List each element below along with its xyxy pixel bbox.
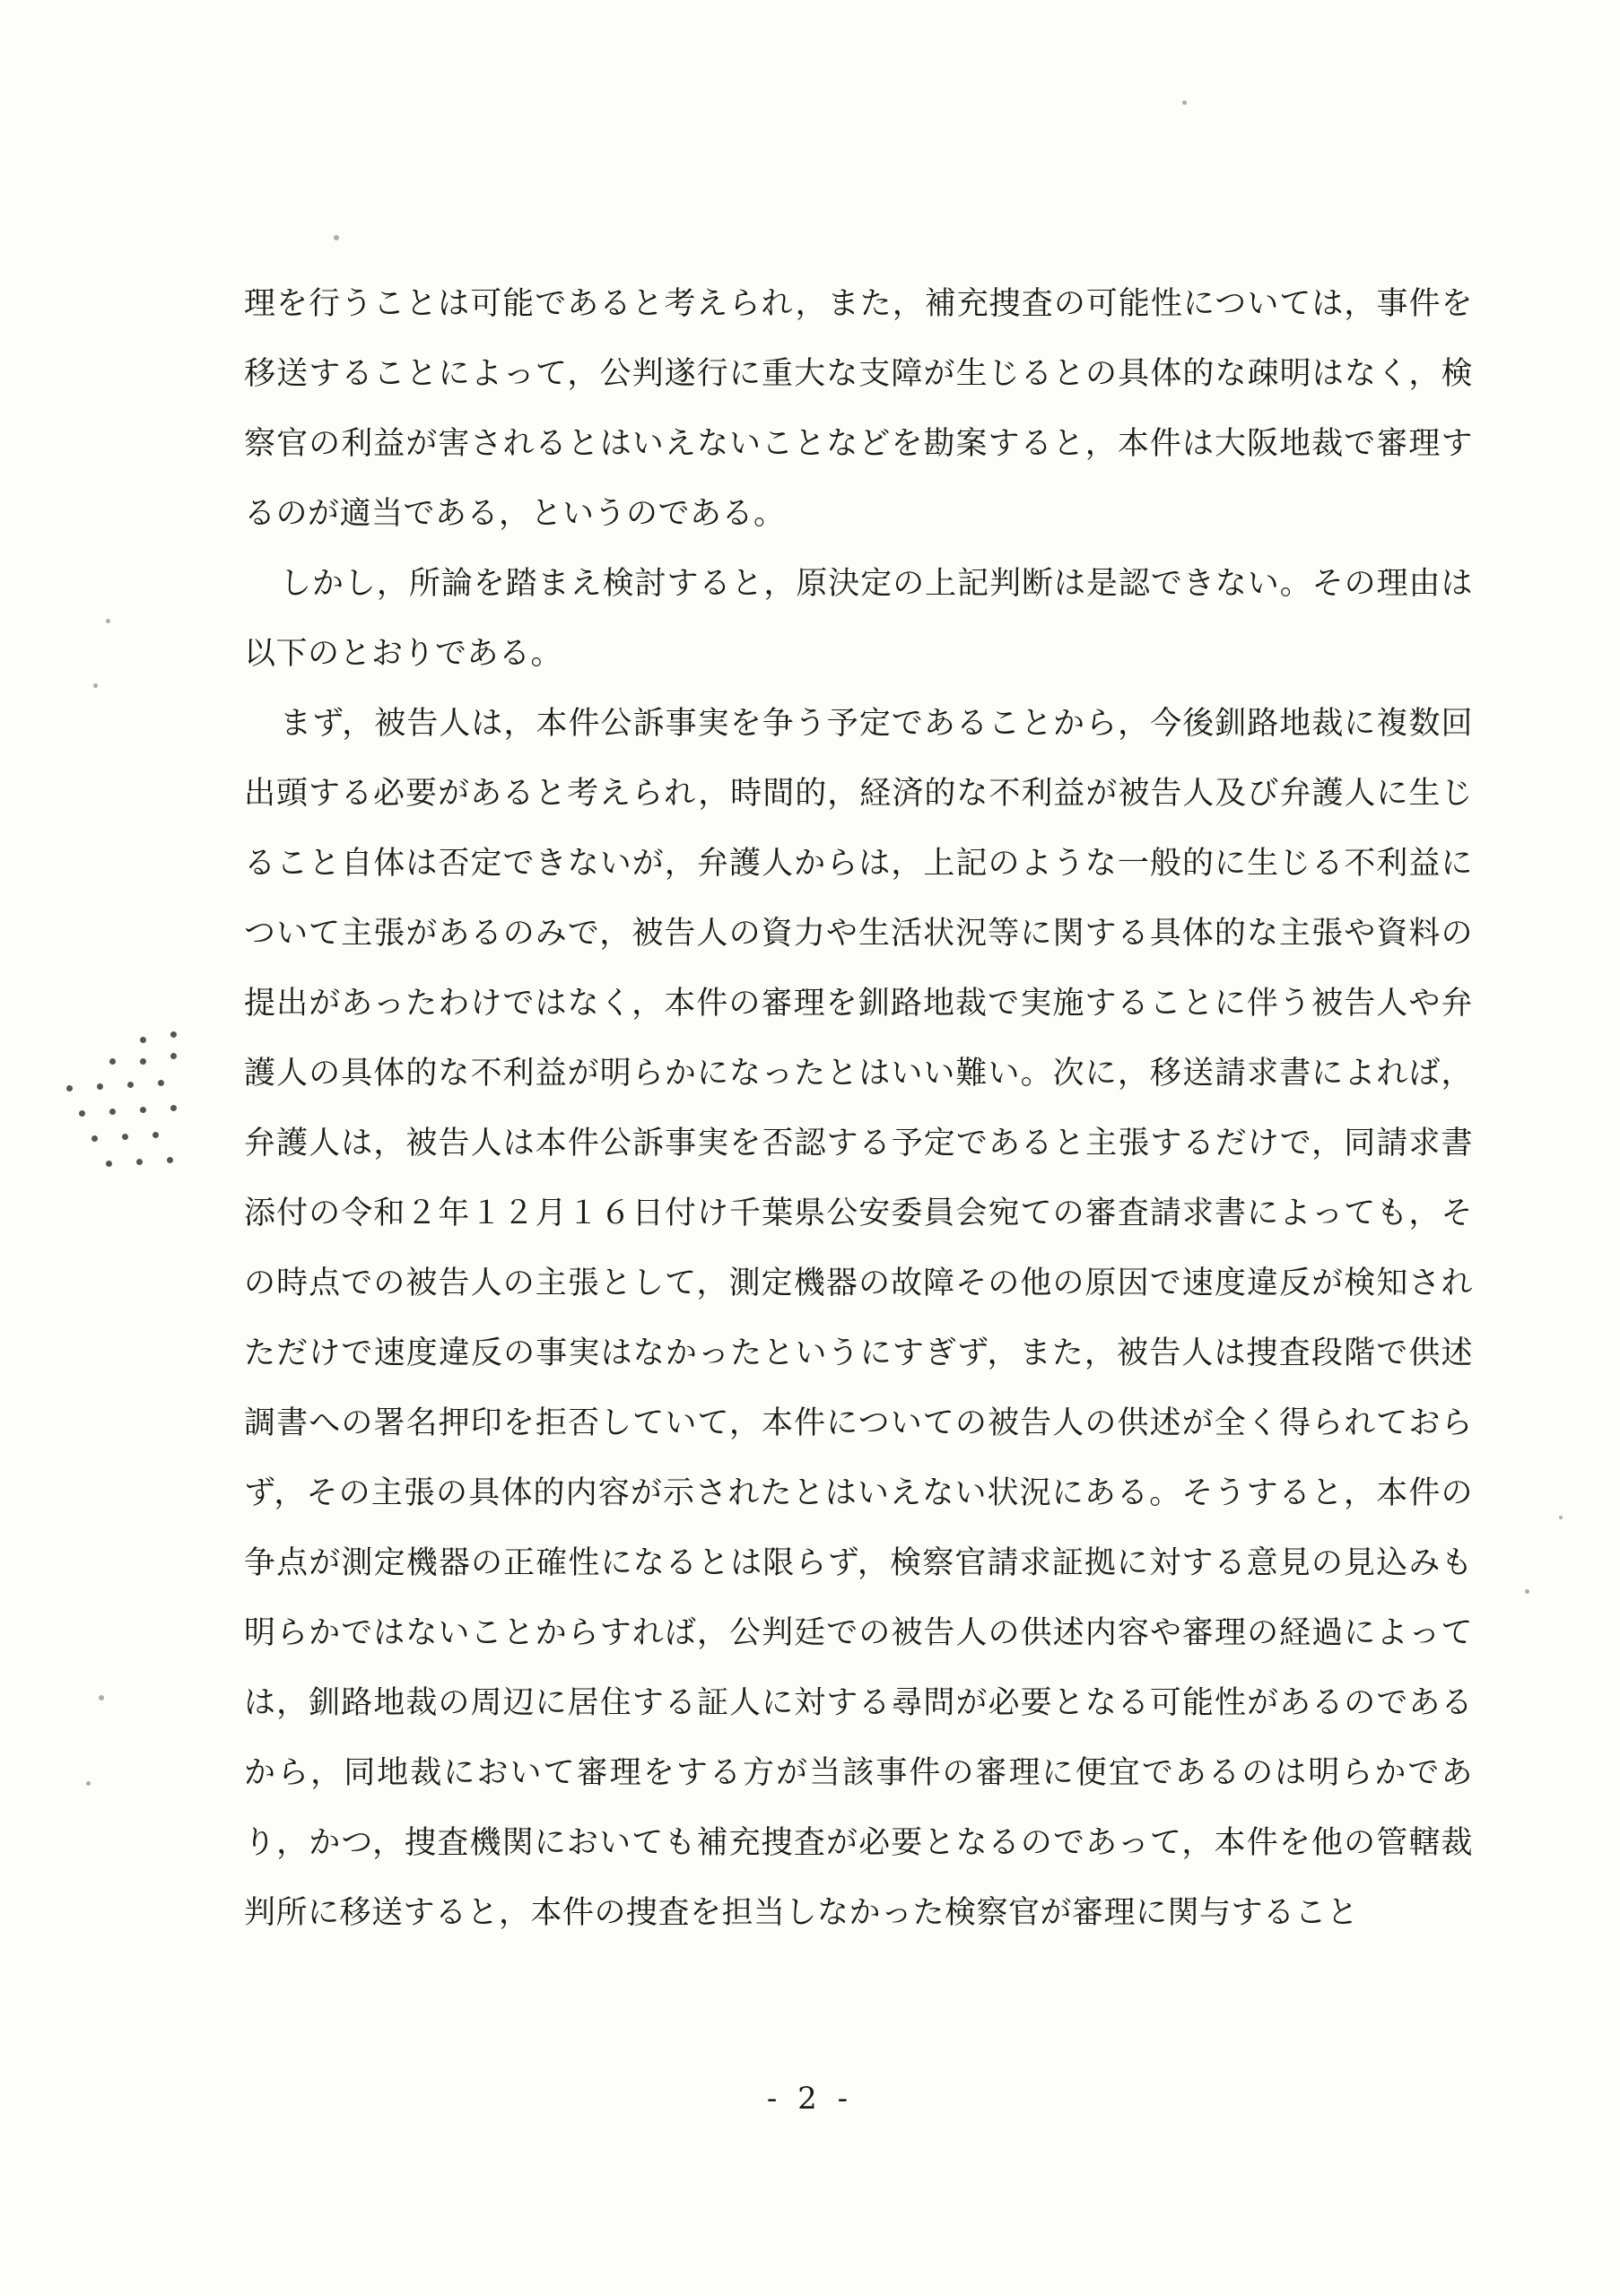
scan-speckle bbox=[1525, 1589, 1529, 1594]
page-number: - 2 - bbox=[766, 2081, 854, 2117]
scan-artifact-dots bbox=[54, 1031, 215, 1193]
scan-speckle bbox=[86, 1781, 91, 1786]
scan-speckle bbox=[334, 235, 339, 240]
paragraph: 理を行うことは可能であると考えられ，また，補充捜査の可能性については，事件を移送することによって，公判遂行に重大な支障が生じるとの具体的な疎明はなく，検察官の利益が害されるとはいえないことなどを勘案すると，本件は大阪地裁で審理するのが適当である，というのである。 bbox=[244, 286, 1473, 532]
scan-speckle bbox=[1559, 1516, 1563, 1519]
document-body bbox=[244, 269, 1473, 1948]
scan-speckle bbox=[99, 1695, 104, 1700]
scan-speckle bbox=[106, 619, 110, 623]
scan-speckle bbox=[1182, 100, 1187, 105]
paragraph: まず，被告人は，本件公訴事実を争う予定であることから，今後釧路地裁に複数回出頭する必要があると考えられ，時間的，経済的な不利益が被告人及び弁護人に生じること自体は否定できないが，弁護人からは，上記のような一般的に生じる不利益について主張があるのみで，被告人の資力や生活状況等に関する具体的な主張や資料の提出があったわけではなく，本件の審理を釧路地裁で実施することに伴う被告人や弁護人の具体的な不利益が明らかになったとはいい難い。次に，移送請求書によれば，弁護人は，被告人は本件公訴事実を否認する予定であると主張するだけで，同請求書添付の令和２年１２月１６日付け千葉県公安委員会宛ての審査請求書によっても，その時点での被告人の主張として，測定機器の故障その他の原因で速度違反が検知されただけで速度違反の事実はなかったというにすぎず，また，被告人は捜査段階で供述調書への署名押印を拒否していて，本件についての被告人の供述が全く得られておらず，その主張の具体的内容が示されたとはいえない状況にある。そうすると，本件の争点が測定機器の正確性になるとは限らず，検察官請求証拠に対する意見の見込みも明らかではないことからすれば，公判廷での被告人の供述内容や審理の経過によっては，釧路地裁の周辺に居住する証人に対する尋問が必要となる可能性があるのであるから，同地裁において審理をする方が当該事件の審理に便宜であるのは明らかであり，かつ，捜査機関においても補充捜査が必要となるのであって，本件を他の管轄裁判所に移送すると，本件の捜査を担当しなかった検察官が審理に関与すること bbox=[244, 706, 1473, 1931]
paragraph: しかし，所論を踏まえ検討すると，原決定の上記判断は是認できない。その理由は以下のとおりである。 bbox=[244, 566, 1473, 672]
scan-speckle bbox=[93, 683, 98, 688]
